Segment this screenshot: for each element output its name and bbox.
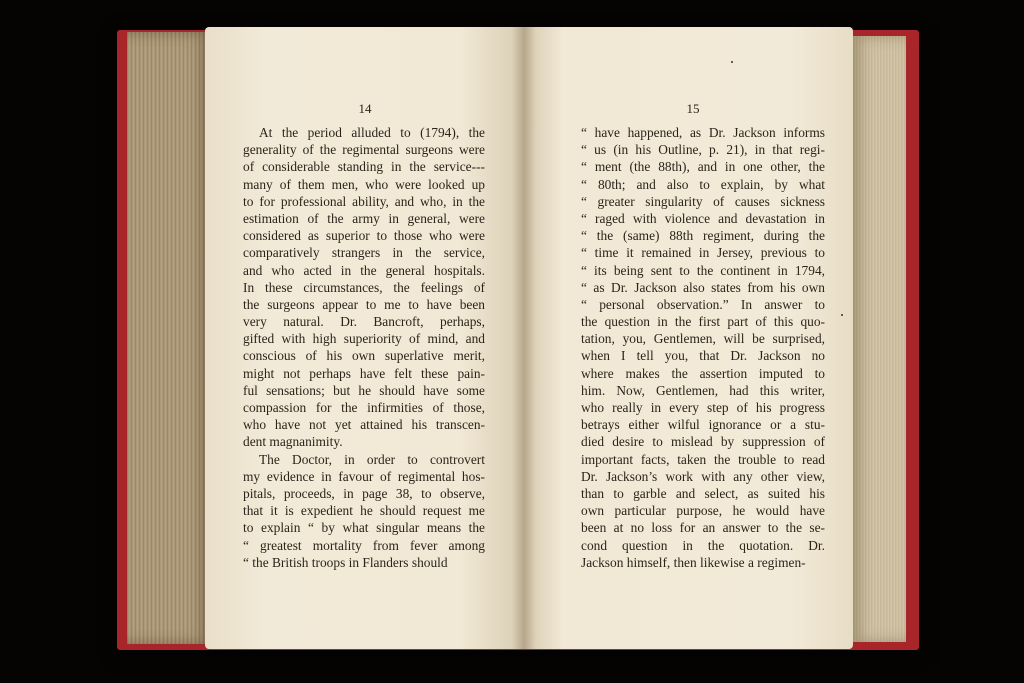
text-line: considered as superior to those who were xyxy=(243,228,485,244)
text-line: ful sensations; but he should have some xyxy=(243,382,485,398)
text-line: “ greatest mortality from fever among xyxy=(243,537,485,553)
left-page xyxy=(205,27,525,649)
text-line: generality of the regimental surgeons were xyxy=(243,142,485,158)
text-line: died desire to mislead by suppression of xyxy=(581,434,825,450)
text-line: “ the British troops in Flanders should xyxy=(243,554,448,570)
text-line: Dr. Jackson’s work with any other view, xyxy=(581,468,825,484)
right-page-text xyxy=(581,124,825,571)
text-line: “ have happened, as Dr. Jackson informs xyxy=(581,125,825,140)
text-line: him. Now, Gentlemen, had this writer, xyxy=(581,382,825,398)
text-line: of considerable standing in the service--- xyxy=(243,159,485,175)
text-line: many of them men, who were looked up xyxy=(243,176,485,192)
right-page-number: 15 xyxy=(686,101,700,116)
text-line: “ the (same) 88th regiment, during the xyxy=(581,228,825,244)
book-gutter xyxy=(512,27,536,649)
text-line: comparatively strangers in the service, xyxy=(243,245,485,261)
text-line: that it is expedient he should request me xyxy=(243,503,485,519)
left-page-number: 14 xyxy=(358,101,372,116)
text-line: In these circumstances, the feelings of xyxy=(243,279,485,295)
text-line: “ greater singularity of causes sickness xyxy=(581,193,825,209)
text-line: “ as Dr. Jackson also states from his own xyxy=(581,279,825,295)
text-line: own particular purpose, he would have xyxy=(581,503,825,519)
text-line: to explain “ by what singular means the xyxy=(243,520,485,536)
text-line: estimation of the army in general, were xyxy=(243,210,485,226)
text-line: At the period alluded to (1794), the xyxy=(259,125,485,140)
text-line: The Doctor, in order to controvert xyxy=(259,451,485,467)
page-edges-left xyxy=(127,32,213,644)
text-line: who have not yet attained his transcen- xyxy=(243,417,485,433)
text-line: and who acted in the general hospitals. xyxy=(243,262,485,278)
text-line: the question in the first part of this quo- xyxy=(581,314,825,330)
text-line: Jackson himself, then likewise a regimen- xyxy=(581,554,806,570)
left-page-text xyxy=(243,124,485,571)
text-line: than to garble and select, as suited his xyxy=(581,485,825,501)
text-line: the surgeons appear to me to have been xyxy=(243,296,485,312)
text-line: “ ment (the 88th), and in one other, the xyxy=(581,159,825,175)
paper-speck xyxy=(731,61,733,63)
text-line: tation, you, Gentlemen, will be surprised, xyxy=(581,331,825,347)
text-line: cond question in the quotation. Dr. xyxy=(581,537,825,553)
text-line: “ personal observation.” In answer to xyxy=(581,296,825,312)
text-line: “ us (in his Outline, p. 21), in that regi- xyxy=(581,142,825,158)
text-line: where makes the assertion imputed to xyxy=(581,365,825,381)
text-line: betrays either wilful ignorance or a stu- xyxy=(581,417,825,433)
text-line: “ 80th; and also to explain, by what xyxy=(581,176,825,192)
text-line: compassion for the infirmities of those, xyxy=(243,400,485,415)
text-line: might not perhaps have felt these pain- xyxy=(243,365,485,381)
paper-speck xyxy=(841,314,843,316)
text-line: important facts, taken the trouble to read xyxy=(581,451,825,467)
text-line: conscious of his own superlative merit, xyxy=(243,348,485,364)
text-line: “ its being sent to the continent in 1794, xyxy=(581,262,825,278)
text-line: my evidence in favour of regimental hos- xyxy=(243,468,485,484)
text-line: very natural. Dr. Bancroft, perhaps, xyxy=(243,314,485,330)
text-line: pitals, proceeds, in page 38, to observe, xyxy=(243,485,485,501)
text-line: to for professional ability, and who, in the xyxy=(243,193,485,209)
text-line: “ raged with violence and devastation in xyxy=(581,210,825,226)
text-line: when I tell you, that Dr. Jackson no xyxy=(581,348,825,364)
text-line: “ time it remained in Jersey, previous to xyxy=(581,245,825,261)
text-line: gifted with high superiority of mind, and xyxy=(243,331,485,347)
page-edges-right xyxy=(850,36,906,642)
text-line: dent magnanimity. xyxy=(243,434,343,450)
text-line: been at no loss for an answer to the se- xyxy=(581,520,825,536)
text-line: who really in every step of his progress xyxy=(581,400,825,415)
right-page xyxy=(523,27,853,649)
